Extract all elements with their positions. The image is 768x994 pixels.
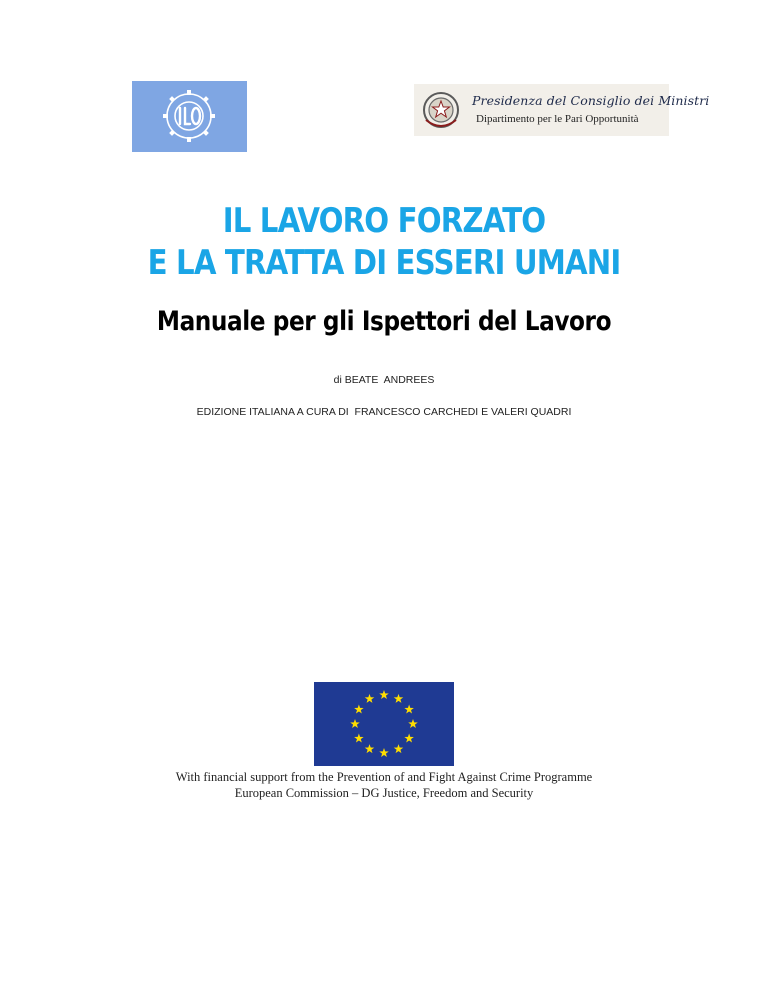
commission-line: European Commission – DG Justice, Freedom and Security	[234, 786, 534, 800]
title-line-2: E LA TRATTA DI ESSERI UMANI	[147, 243, 621, 283]
eu-flag-icon	[314, 682, 454, 766]
subtitle: Manuale per gli Ispettori del Lavoro	[156, 306, 612, 337]
ilo-emblem-icon	[132, 81, 247, 152]
title-line-1: IL LAVORO FORZATO	[222, 201, 546, 241]
ilo-logo	[132, 81, 247, 152]
government-name: Presidenza del Consiglio dei Ministri	[472, 93, 710, 108]
government-logo	[414, 84, 710, 136]
italian-republic-emblem-icon	[420, 90, 462, 130]
edition-line: EDIZIONE ITALIANA A CURA DI FRANCESCO CARCHEDI E VALERI QUADRI	[196, 406, 572, 418]
author-line: di BEATE ANDREES	[333, 374, 435, 386]
department-name: Dipartimento per le Pari Opportunità	[476, 113, 639, 125]
eu-flag-logo	[314, 682, 454, 766]
financial-support-line: With financial support from the Prevention of and Fight Against Crime Programme	[175, 770, 593, 784]
